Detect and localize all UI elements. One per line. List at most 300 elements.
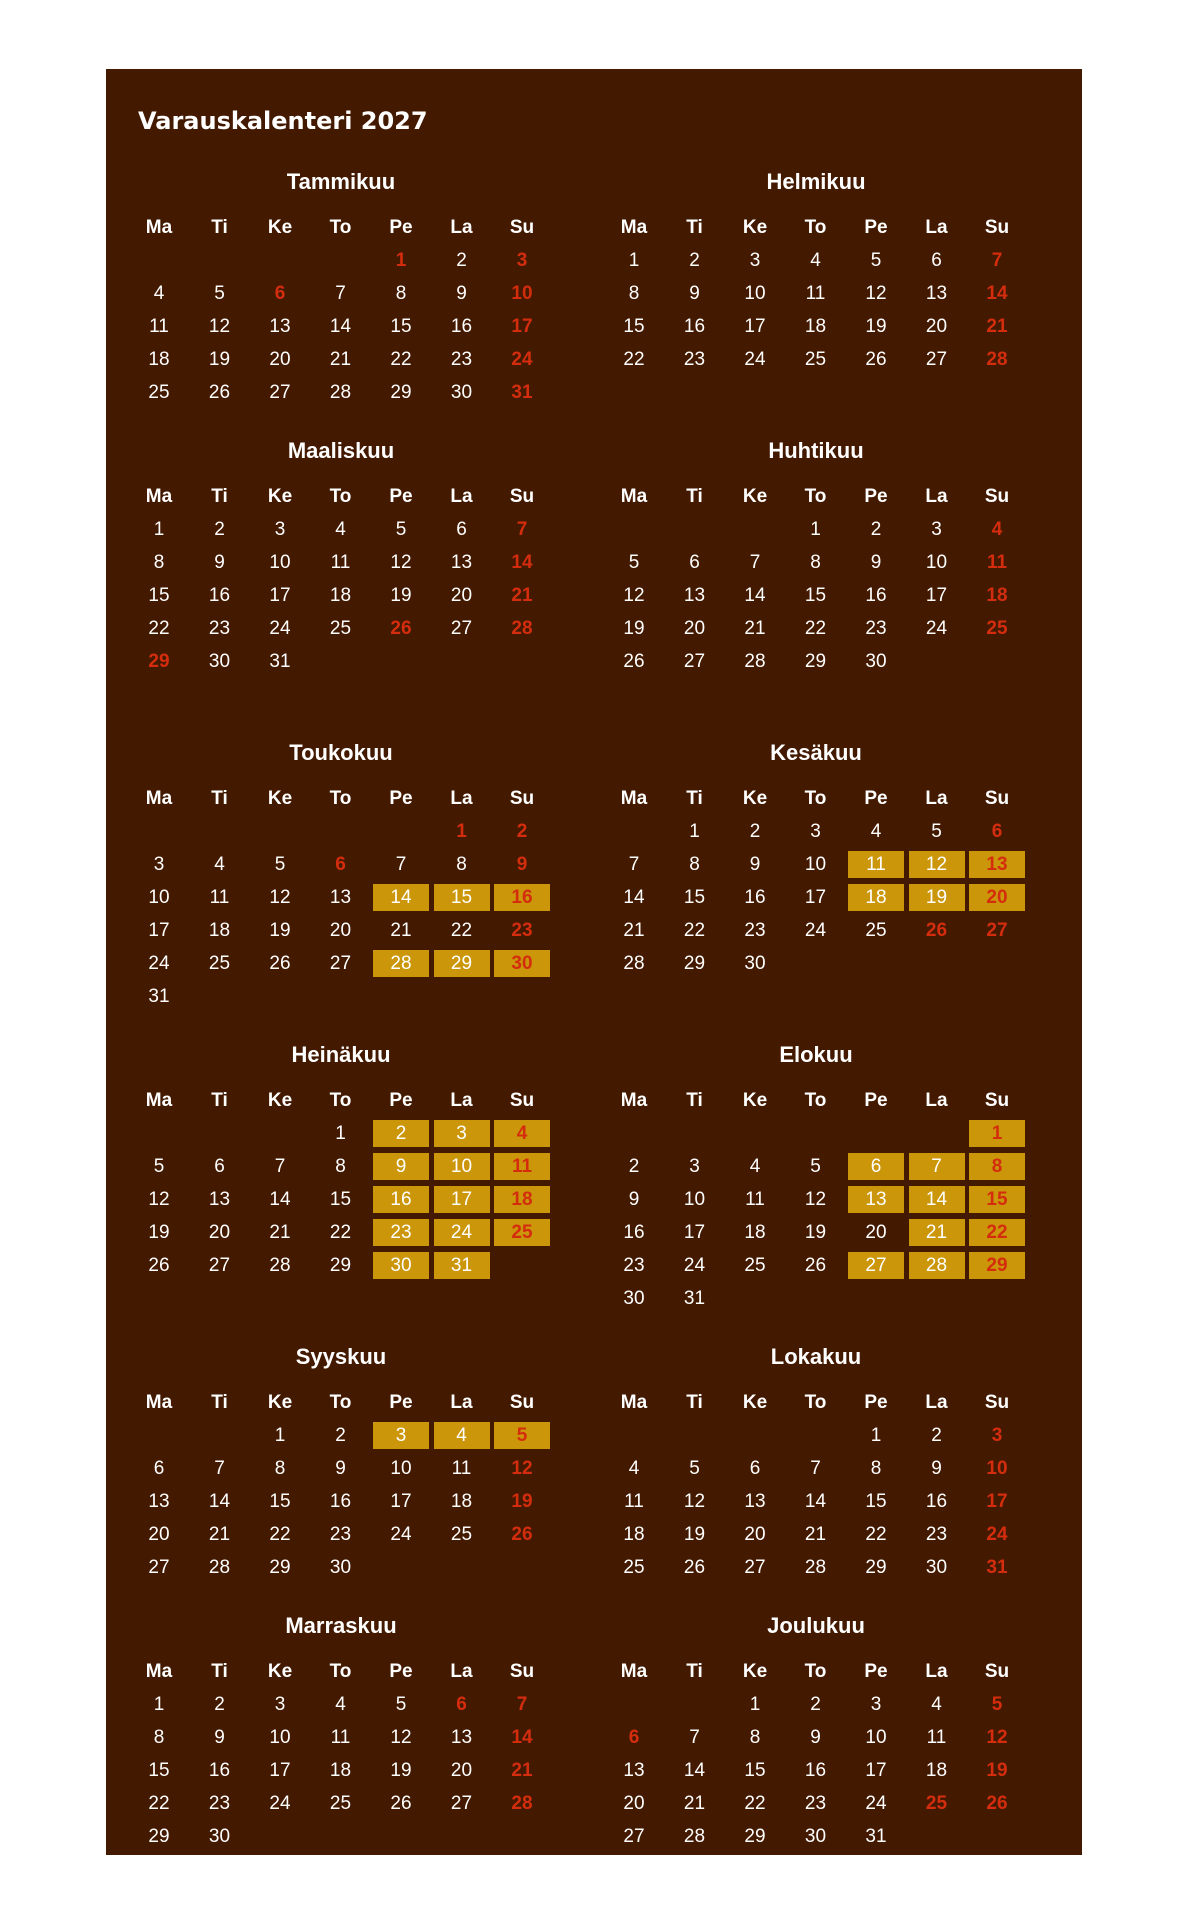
day-cell[interactable]: 20	[623, 1793, 645, 1814]
day-cell[interactable]: 17	[269, 1760, 291, 1781]
booked-day-cell[interactable]: 17	[434, 1186, 490, 1213]
day-cell[interactable]: 13	[269, 316, 291, 337]
holiday-day-cell[interactable]: 5	[991, 1694, 1003, 1715]
day-cell[interactable]: 17	[804, 887, 827, 908]
day-cell[interactable]: 23	[623, 1255, 645, 1276]
day-cell[interactable]: 5	[274, 854, 286, 875]
day-cell[interactable]: 23	[683, 349, 706, 370]
day-cell[interactable]: 4	[335, 1694, 346, 1715]
day-cell[interactable]: 8	[628, 283, 640, 304]
day-cell[interactable]: 29	[865, 1557, 887, 1578]
day-cell[interactable]: 27	[208, 1255, 231, 1276]
day-cell[interactable]: 2	[335, 1425, 346, 1446]
day-cell[interactable]: 10	[925, 552, 948, 573]
day-cell[interactable]: 8	[153, 1727, 165, 1748]
day-cell[interactable]: 15	[269, 1491, 291, 1512]
day-cell[interactable]: 5	[395, 1694, 407, 1715]
day-cell[interactable]: 10	[865, 1727, 887, 1748]
booked-day-cell[interactable]: 21	[909, 1219, 965, 1246]
day-cell[interactable]: 17	[865, 1760, 887, 1781]
day-cell[interactable]: 15	[744, 1760, 766, 1781]
day-cell[interactable]: 29	[744, 1826, 766, 1847]
day-cell[interactable]: 19	[148, 1222, 170, 1243]
day-cell[interactable]: 4	[153, 283, 165, 304]
day-cell[interactable]: 19	[865, 316, 887, 337]
day-cell[interactable]: 5	[931, 821, 942, 842]
holiday-day-cell[interactable]: 12	[986, 1727, 1008, 1748]
day-cell[interactable]: 11	[330, 1727, 351, 1748]
day-cell[interactable]: 24	[269, 618, 291, 639]
day-cell[interactable]: 1	[628, 250, 640, 271]
day-cell[interactable]: 12	[208, 316, 231, 337]
booked-day-cell[interactable]: 18	[848, 884, 904, 911]
holiday-day-cell[interactable]: 1	[395, 250, 407, 271]
day-cell[interactable]: 12	[390, 552, 412, 573]
booked-day-cell[interactable]: 23	[373, 1219, 429, 1246]
day-cell[interactable]: 23	[208, 1793, 231, 1814]
booked-day-cell[interactable]: 5	[494, 1422, 550, 1449]
holiday-day-cell[interactable]: 25	[986, 618, 1008, 639]
booked-day-cell[interactable]: 16	[494, 884, 550, 911]
day-cell[interactable]: 19	[390, 585, 412, 606]
holiday-day-cell[interactable]: 4	[991, 519, 1003, 540]
day-cell[interactable]: 17	[744, 316, 766, 337]
holiday-day-cell[interactable]: 14	[511, 1727, 533, 1748]
day-cell[interactable]: 4	[214, 854, 225, 875]
day-cell[interactable]: 10	[804, 854, 827, 875]
day-cell[interactable]: 24	[269, 1793, 291, 1814]
day-cell[interactable]: 22	[450, 920, 473, 941]
day-cell[interactable]: 22	[390, 349, 412, 370]
day-cell[interactable]: 15	[148, 585, 170, 606]
day-cell[interactable]: 26	[865, 349, 887, 370]
day-cell[interactable]: 30	[208, 651, 231, 672]
holiday-day-cell[interactable]: 31	[986, 1557, 1008, 1578]
day-cell[interactable]: 20	[329, 920, 352, 941]
day-cell[interactable]: 7	[335, 283, 346, 304]
holiday-day-cell[interactable]: 28	[511, 1793, 533, 1814]
day-cell[interactable]: 27	[450, 618, 473, 639]
day-cell[interactable]: 16	[208, 585, 231, 606]
day-cell[interactable]: 18	[804, 316, 827, 337]
day-cell[interactable]: 17	[148, 920, 170, 941]
booked-day-cell[interactable]: 4	[494, 1120, 550, 1147]
day-cell[interactable]: 24	[744, 349, 766, 370]
day-cell[interactable]: 16	[623, 1222, 645, 1243]
day-cell[interactable]: 28	[329, 382, 352, 403]
day-cell[interactable]: 18	[450, 1491, 473, 1512]
day-cell[interactable]: 21	[804, 1524, 827, 1545]
booked-day-cell[interactable]: 2	[373, 1120, 429, 1147]
day-cell[interactable]: 10	[148, 887, 170, 908]
holiday-day-cell[interactable]: 26	[390, 618, 412, 639]
day-cell[interactable]: 5	[870, 250, 882, 271]
holiday-day-cell[interactable]: 23	[511, 920, 533, 941]
day-cell[interactable]: 19	[269, 920, 291, 941]
day-cell[interactable]: 2	[689, 250, 700, 271]
day-cell[interactable]: 18	[329, 585, 352, 606]
day-cell[interactable]: 10	[269, 552, 291, 573]
day-cell[interactable]: 22	[623, 349, 645, 370]
day-cell[interactable]: 21	[623, 920, 645, 941]
holiday-day-cell[interactable]: 27	[986, 920, 1008, 941]
day-cell[interactable]: 19	[804, 1222, 827, 1243]
day-cell[interactable]: 10	[269, 1727, 291, 1748]
holiday-day-cell[interactable]: 7	[516, 519, 528, 540]
day-cell[interactable]: 30	[744, 953, 766, 974]
day-cell[interactable]: 13	[450, 552, 473, 573]
day-cell[interactable]: 21	[683, 1793, 706, 1814]
day-cell[interactable]: 31	[269, 651, 291, 672]
booked-day-cell[interactable]: 25	[494, 1219, 550, 1246]
day-cell[interactable]: 13	[450, 1727, 473, 1748]
day-cell[interactable]: 1	[749, 1694, 761, 1715]
day-cell[interactable]: 23	[208, 618, 231, 639]
holiday-day-cell[interactable]: 9	[516, 854, 528, 875]
day-cell[interactable]: 24	[804, 920, 827, 941]
day-cell[interactable]: 16	[804, 1760, 827, 1781]
day-cell[interactable]: 19	[208, 349, 231, 370]
day-cell[interactable]: 15	[390, 316, 412, 337]
day-cell[interactable]: 25	[148, 382, 170, 403]
day-cell[interactable]: 20	[208, 1222, 231, 1243]
booked-day-cell[interactable]: 8	[969, 1153, 1025, 1180]
day-cell[interactable]: 8	[153, 552, 165, 573]
day-cell[interactable]: 22	[329, 1222, 352, 1243]
day-cell[interactable]: 20	[683, 618, 706, 639]
day-cell[interactable]: 9	[456, 283, 467, 304]
day-cell[interactable]: 23	[865, 618, 887, 639]
day-cell[interactable]: 16	[208, 1760, 231, 1781]
day-cell[interactable]: 9	[810, 1727, 821, 1748]
booked-day-cell[interactable]: 22	[969, 1219, 1025, 1246]
day-cell[interactable]: 25	[450, 1524, 473, 1545]
day-cell[interactable]: 8	[335, 1156, 346, 1177]
booked-day-cell[interactable]: 24	[434, 1219, 490, 1246]
booked-day-cell[interactable]: 13	[969, 851, 1025, 878]
day-cell[interactable]: 27	[148, 1557, 170, 1578]
day-cell[interactable]: 21	[208, 1524, 231, 1545]
day-cell[interactable]: 25	[744, 1255, 766, 1276]
day-cell[interactable]: 26	[683, 1557, 706, 1578]
day-cell[interactable]: 29	[390, 382, 412, 403]
day-cell[interactable]: 20	[269, 349, 291, 370]
day-cell[interactable]: 25	[804, 349, 827, 370]
day-cell[interactable]: 12	[269, 887, 291, 908]
holiday-day-cell[interactable]: 1	[456, 821, 467, 842]
day-cell[interactable]: 23	[450, 349, 473, 370]
day-cell[interactable]: 18	[208, 920, 231, 941]
day-cell[interactable]: 13	[329, 887, 352, 908]
day-cell[interactable]: 8	[810, 552, 821, 573]
day-cell[interactable]: 26	[208, 382, 231, 403]
day-cell[interactable]: 24	[925, 618, 948, 639]
day-cell[interactable]: 22	[865, 1524, 887, 1545]
day-cell[interactable]: 19	[390, 1760, 412, 1781]
day-cell[interactable]: 2	[456, 250, 467, 271]
day-cell[interactable]: 26	[390, 1793, 412, 1814]
day-cell[interactable]: 6	[214, 1156, 225, 1177]
day-cell[interactable]: 20	[450, 1760, 473, 1781]
day-cell[interactable]: 8	[395, 283, 407, 304]
day-cell[interactable]: 11	[149, 316, 169, 337]
holiday-day-cell[interactable]: 29	[148, 651, 170, 672]
day-cell[interactable]: 27	[925, 349, 948, 370]
day-cell[interactable]: 20	[450, 585, 473, 606]
day-cell[interactable]: 20	[744, 1524, 766, 1545]
holiday-day-cell[interactable]: 24	[511, 349, 533, 370]
day-cell[interactable]: 27	[269, 382, 291, 403]
day-cell[interactable]: 29	[329, 1255, 352, 1276]
holiday-day-cell[interactable]: 21	[511, 1760, 533, 1781]
day-cell[interactable]: 15	[865, 1491, 887, 1512]
day-cell[interactable]: 18	[148, 349, 170, 370]
day-cell[interactable]: 10	[744, 283, 766, 304]
day-cell[interactable]: 3	[810, 821, 821, 842]
booked-day-cell[interactable]: 7	[909, 1153, 965, 1180]
day-cell[interactable]: 25	[208, 953, 231, 974]
day-cell[interactable]: 3	[274, 519, 286, 540]
day-cell[interactable]: 11	[624, 1491, 644, 1512]
day-cell[interactable]: 9	[628, 1189, 640, 1210]
holiday-day-cell[interactable]: 28	[511, 618, 533, 639]
holiday-day-cell[interactable]: 21	[511, 585, 533, 606]
day-cell[interactable]: 15	[329, 1189, 352, 1210]
day-cell[interactable]: 15	[623, 316, 645, 337]
day-cell[interactable]: 24	[683, 1255, 706, 1276]
day-cell[interactable]: 2	[749, 821, 761, 842]
booked-day-cell[interactable]: 9	[373, 1153, 429, 1180]
holiday-day-cell[interactable]: 7	[516, 1694, 528, 1715]
day-cell[interactable]: 27	[683, 651, 706, 672]
booked-day-cell[interactable]: 14	[909, 1186, 965, 1213]
booked-day-cell[interactable]: 13	[848, 1186, 904, 1213]
day-cell[interactable]: 7	[689, 1727, 700, 1748]
holiday-day-cell[interactable]: 10	[511, 283, 533, 304]
day-cell[interactable]: 16	[683, 316, 706, 337]
day-cell[interactable]: 3	[153, 854, 165, 875]
day-cell[interactable]: 30	[865, 651, 887, 672]
day-cell[interactable]: 1	[810, 519, 821, 540]
day-cell[interactable]: 25	[623, 1557, 645, 1578]
day-cell[interactable]: 14	[683, 1760, 706, 1781]
booked-day-cell[interactable]: 11	[494, 1153, 550, 1180]
day-cell[interactable]: 17	[925, 585, 948, 606]
booked-day-cell[interactable]: 10	[434, 1153, 490, 1180]
day-cell[interactable]: 6	[689, 552, 700, 573]
day-cell[interactable]: 26	[148, 1255, 170, 1276]
day-cell[interactable]: 16	[744, 887, 766, 908]
day-cell[interactable]: 19	[623, 618, 645, 639]
day-cell[interactable]: 27	[623, 1826, 645, 1847]
day-cell[interactable]: 2	[214, 1694, 225, 1715]
booked-day-cell[interactable]: 29	[969, 1252, 1025, 1279]
day-cell[interactable]: 12	[865, 283, 887, 304]
booked-day-cell[interactable]: 30	[494, 950, 550, 977]
day-cell[interactable]: 3	[749, 250, 761, 271]
day-cell[interactable]: 23	[925, 1524, 948, 1545]
day-cell[interactable]: 25	[865, 920, 887, 941]
day-cell[interactable]: 21	[269, 1222, 291, 1243]
day-cell[interactable]: 29	[148, 1826, 170, 1847]
day-cell[interactable]: 6	[931, 250, 942, 271]
day-cell[interactable]: 30	[925, 1557, 948, 1578]
day-cell[interactable]: 22	[804, 618, 827, 639]
booked-day-cell[interactable]: 19	[909, 884, 965, 911]
day-cell[interactable]: 11	[330, 552, 351, 573]
booked-day-cell[interactable]: 14	[373, 884, 429, 911]
day-cell[interactable]: 20	[148, 1524, 170, 1545]
day-cell[interactable]: 9	[689, 283, 700, 304]
day-cell[interactable]: 16	[329, 1491, 352, 1512]
day-cell[interactable]: 21	[744, 618, 766, 639]
day-cell[interactable]: 9	[931, 1458, 942, 1479]
day-cell[interactable]: 10	[683, 1189, 706, 1210]
day-cell[interactable]: 3	[931, 519, 942, 540]
booked-day-cell[interactable]: 3	[434, 1120, 490, 1147]
holiday-day-cell[interactable]: 14	[986, 283, 1008, 304]
day-cell[interactable]: 31	[148, 986, 170, 1007]
day-cell[interactable]: 4	[335, 519, 346, 540]
day-cell[interactable]: 12	[683, 1491, 706, 1512]
day-cell[interactable]: 18	[329, 1760, 352, 1781]
booked-day-cell[interactable]: 4	[434, 1422, 490, 1449]
day-cell[interactable]: 14	[208, 1491, 231, 1512]
holiday-day-cell[interactable]: 19	[511, 1491, 533, 1512]
day-cell[interactable]: 3	[689, 1156, 700, 1177]
day-cell[interactable]: 4	[628, 1458, 640, 1479]
day-cell[interactable]: 5	[689, 1458, 700, 1479]
holiday-day-cell[interactable]: 10	[986, 1458, 1008, 1479]
booked-day-cell[interactable]: 29	[434, 950, 490, 977]
day-cell[interactable]: 16	[925, 1491, 948, 1512]
day-cell[interactable]: 28	[623, 953, 645, 974]
day-cell[interactable]: 8	[274, 1458, 286, 1479]
booked-day-cell[interactable]: 11	[848, 851, 904, 878]
day-cell[interactable]: 22	[683, 920, 706, 941]
day-cell[interactable]: 24	[390, 1524, 412, 1545]
day-cell[interactable]: 23	[329, 1524, 352, 1545]
day-cell[interactable]: 17	[269, 585, 291, 606]
holiday-day-cell[interactable]: 3	[516, 250, 528, 271]
day-cell[interactable]: 6	[456, 519, 467, 540]
holiday-day-cell[interactable]: 24	[986, 1524, 1008, 1545]
day-cell[interactable]: 24	[865, 1793, 887, 1814]
day-cell[interactable]: 9	[214, 1727, 225, 1748]
holiday-day-cell[interactable]: 2	[516, 821, 528, 842]
day-cell[interactable]: 23	[804, 1793, 827, 1814]
day-cell[interactable]: 9	[335, 1458, 346, 1479]
day-cell[interactable]: 14	[269, 1189, 291, 1210]
day-cell[interactable]: 7	[810, 1458, 821, 1479]
day-cell[interactable]: 3	[870, 1694, 882, 1715]
day-cell[interactable]: 28	[208, 1557, 231, 1578]
day-cell[interactable]: 29	[683, 953, 706, 974]
day-cell[interactable]: 22	[744, 1793, 766, 1814]
day-cell[interactable]: 18	[925, 1760, 948, 1781]
day-cell[interactable]: 12	[390, 1727, 412, 1748]
day-cell[interactable]: 25	[329, 1793, 352, 1814]
day-cell[interactable]: 4	[810, 250, 821, 271]
booked-day-cell[interactable]: 16	[373, 1186, 429, 1213]
day-cell[interactable]: 22	[148, 618, 170, 639]
day-cell[interactable]: 1	[153, 519, 165, 540]
booked-day-cell[interactable]: 31	[434, 1252, 490, 1279]
day-cell[interactable]: 11	[745, 1189, 765, 1210]
day-cell[interactable]: 8	[870, 1458, 882, 1479]
day-cell[interactable]: 26	[804, 1255, 827, 1276]
booked-day-cell[interactable]: 28	[373, 950, 429, 977]
holiday-day-cell[interactable]: 17	[511, 316, 533, 337]
day-cell[interactable]: 11	[805, 283, 826, 304]
day-cell[interactable]: 30	[208, 1826, 231, 1847]
holiday-day-cell[interactable]: 31	[511, 382, 533, 403]
holiday-day-cell[interactable]: 6	[274, 283, 286, 304]
booked-day-cell[interactable]: 3	[373, 1422, 429, 1449]
day-cell[interactable]: 29	[269, 1557, 291, 1578]
day-cell[interactable]: 8	[456, 854, 467, 875]
booked-day-cell[interactable]: 15	[434, 884, 490, 911]
day-cell[interactable]: 2	[628, 1156, 640, 1177]
day-cell[interactable]: 22	[269, 1524, 291, 1545]
holiday-day-cell[interactable]: 26	[511, 1524, 533, 1545]
booked-day-cell[interactable]: 18	[494, 1186, 550, 1213]
day-cell[interactable]: 31	[683, 1288, 706, 1309]
day-cell[interactable]: 1	[870, 1425, 882, 1446]
day-cell[interactable]: 2	[931, 1425, 942, 1446]
day-cell[interactable]: 27	[329, 953, 352, 974]
day-cell[interactable]: 20	[865, 1222, 887, 1243]
day-cell[interactable]: 1	[689, 821, 700, 842]
holiday-day-cell[interactable]: 18	[986, 585, 1008, 606]
day-cell[interactable]: 4	[749, 1156, 761, 1177]
day-cell[interactable]: 11	[926, 1727, 947, 1748]
day-cell[interactable]: 28	[269, 1255, 291, 1276]
holiday-day-cell[interactable]: 25	[925, 1793, 948, 1814]
day-cell[interactable]: 21	[390, 920, 412, 941]
holiday-day-cell[interactable]: 19	[986, 1760, 1008, 1781]
day-cell[interactable]: 27	[450, 1793, 473, 1814]
day-cell[interactable]: 1	[153, 1694, 165, 1715]
day-cell[interactable]: 25	[329, 618, 352, 639]
day-cell[interactable]: 6	[749, 1458, 761, 1479]
day-cell[interactable]: 13	[148, 1491, 170, 1512]
day-cell[interactable]: 28	[683, 1826, 706, 1847]
day-cell[interactable]: 15	[804, 585, 827, 606]
holiday-day-cell[interactable]: 28	[986, 349, 1008, 370]
day-cell[interactable]: 1	[274, 1425, 286, 1446]
day-cell[interactable]: 15	[683, 887, 706, 908]
booked-day-cell[interactable]: 27	[848, 1252, 904, 1279]
booked-day-cell[interactable]: 15	[969, 1186, 1025, 1213]
day-cell[interactable]: 9	[749, 854, 761, 875]
day-cell[interactable]: 14	[329, 316, 352, 337]
day-cell[interactable]: 15	[148, 1760, 170, 1781]
day-cell[interactable]: 30	[450, 382, 473, 403]
day-cell[interactable]: 14	[804, 1491, 827, 1512]
day-cell[interactable]: 5	[628, 552, 640, 573]
day-cell[interactable]: 17	[683, 1222, 706, 1243]
booked-day-cell[interactable]: 30	[373, 1252, 429, 1279]
day-cell[interactable]: 13	[925, 283, 948, 304]
day-cell[interactable]: 26	[269, 953, 291, 974]
day-cell[interactable]: 5	[395, 519, 407, 540]
day-cell[interactable]: 17	[390, 1491, 412, 1512]
day-cell[interactable]: 26	[623, 651, 645, 672]
holiday-day-cell[interactable]: 12	[511, 1458, 533, 1479]
day-cell[interactable]: 23	[744, 920, 766, 941]
day-cell[interactable]: 1	[335, 1123, 346, 1144]
